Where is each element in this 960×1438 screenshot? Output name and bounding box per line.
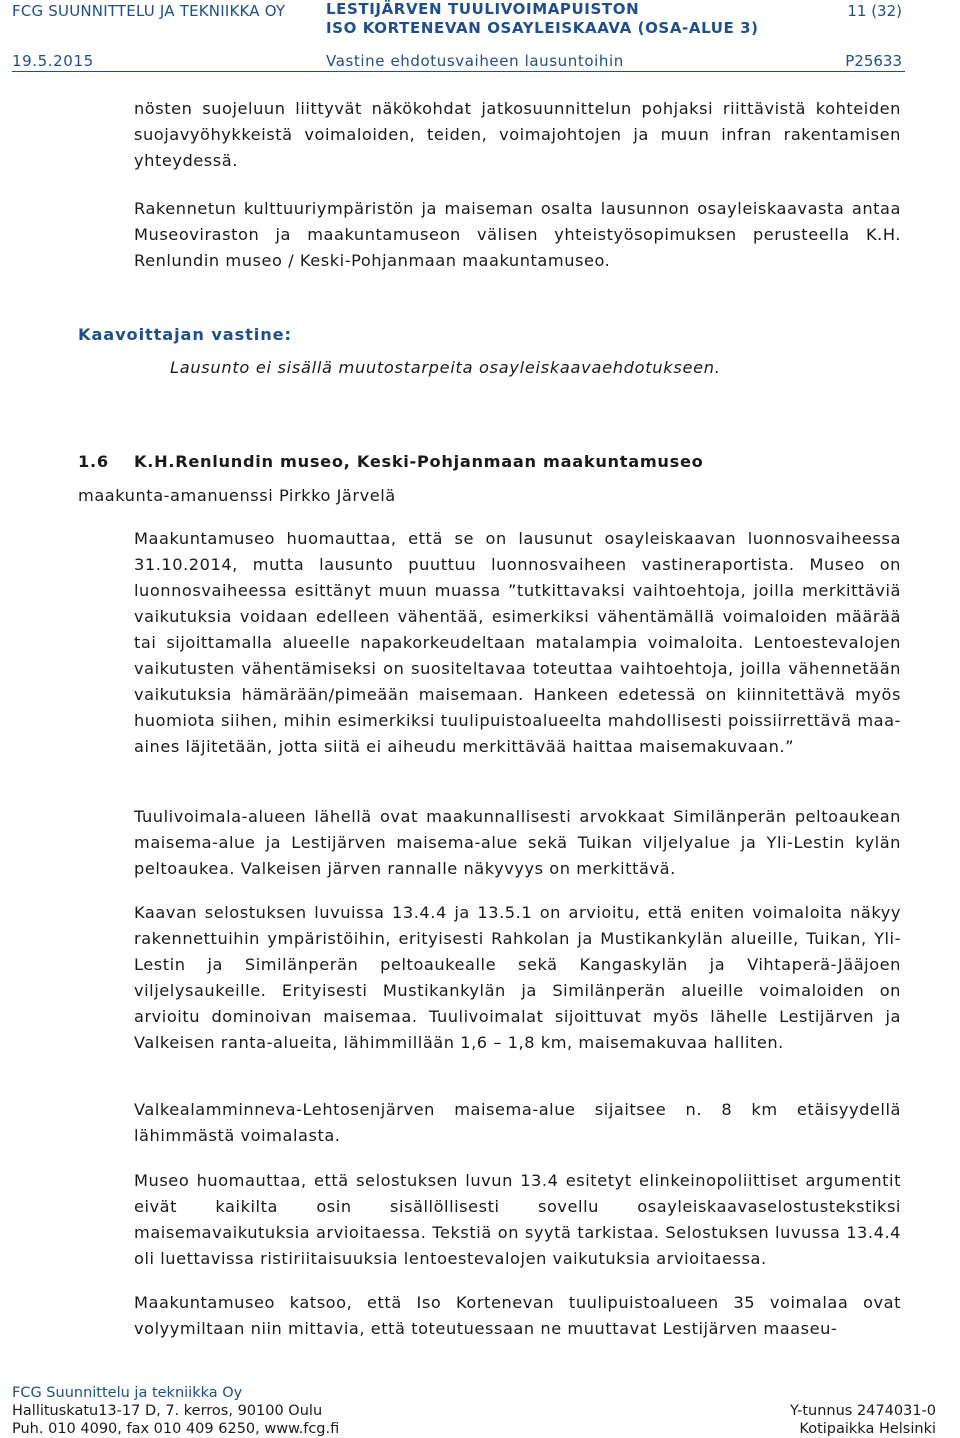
header-title — [326, 0, 759, 38]
footer-domicile: Kotipaikka Helsinki — [799, 1421, 936, 1437]
paragraph-5: Kaavan selostuksen luvuissa 13.4.4 ja 13.5.1 on arvioitu, että eniten voimaloita näkyy rakennettuihin ympäristöihin, erityisesti Rahkolan ja Mustikankylän alueille, Tuikan, Yli-Lestin ja Similänperän peltoaukealle sekä Kangaskylän ja Vihtaperä-Jääjoen viljelysaukeille. Erityisesti Mustikankylän ja Similänperän alueille voimaloiden on arvioitu dominoivan maisemaa. Tuulivoimalat sijoittuvat myös lähelle Lestijärven ja Valkeisen ranta-alueita, lähimmillään 1,6 – 1,8 km, maisemakuvaa halliten. — [134, 903, 901, 1052]
header-company: FCG SUUNNITTELU JA TEKNIIKKA OY — [12, 2, 286, 20]
header-subtitle: Vastine ehdotusvaiheen lausuntoihin — [326, 52, 624, 70]
header-date: 19.5.2015 — [12, 52, 94, 70]
paragraph-6: Valkealamminneva-Lehtosenjärven maisema-alue sijaitsee n. 8 km etäisyydellä lähimmästä voimalasta. — [134, 1100, 901, 1145]
header-page-number: 11 (32) — [847, 2, 902, 20]
paragraph-1: nösten suojeluun liittyvät näkökohdat jatkosuunnittelun pohjaksi riittävistä kohteiden suojavyöhykkeistä voimaloiden, teiden, voimajohtojen ja muun infran rakentamisen yhteydessä. — [134, 99, 901, 170]
paragraph-4: Tuulivoimala-alueen lähellä ovat maakunnallisesti arvokkaat Similänperän peltoaukean maisema-alue ja Lestijärven maisema-alue sekä Tuikan viljelyalue ja Yli-Lestin kylän peltoaukea. Valkeisen järven rannalle näkyvyys on merkittävä. — [134, 807, 901, 878]
header-project-code: P25633 — [845, 52, 902, 70]
footer-company: FCG Suunnittelu ja tekniikka Oy — [12, 1385, 243, 1401]
header-divider — [12, 71, 905, 72]
header-title-line2: ISO KORTENEVAN OSAYLEISKAAVA (OSA-ALUE 3) — [326, 19, 759, 37]
footer-contact: Puh. 010 4090, fax 010 409 6250, www.fcg.fi — [12, 1421, 340, 1437]
response-text: Lausunto ei sisällä muutostarpeita osayleiskaavaehdotukseen. — [170, 358, 721, 377]
section-subtitle: maakunta-amanuenssi Pirkko Järvelä — [78, 486, 396, 505]
response-heading: Kaavoittajan vastine: — [78, 325, 292, 344]
footer-business-id: Y-tunnus 2474031-0 — [789, 1403, 936, 1419]
paragraph-7: Museo huomauttaa, että selostuksen luvun 13.4 esitetyt elinkeinopoliittiset argumentit eivät kaikilta osin sisällöllisesti sovellu osayleiskaavaselostustekstiksi maisemavaikutuksia arvioitaessa. Tekstiä on syytä tarkistaa. Selostuksen luvussa 13.4.4 oli luettavissa ristiriitaisuuksia lentoestevalojen vaikutuksia arvioitaessa. — [134, 1171, 901, 1268]
paragraph-3: Maakuntamuseo huomauttaa, että se on lausunut osayleiskaavan luonnosvaiheessa 31.10.2014, mutta lausunto puuttuu luonnosvaiheen vastineraportista. Museo on luonnosvaiheessa esittänyt muun muassa ”tutkittavaksi vaihtoehtoja, joilla merkittäviä vaikutuksia voidaan edelleen vähentää, esimerkiksi vähentämällä voimaloiden määrää tai sijoittamalla alueelle napakorkeudeltaan matalampia voimaloita. Lentoestevalojen vaikutusten vähentämiseksi on suositeltavaa toteuttaa vaihtoehtoja, joilla vähennetään vaikutuksia hämärään/pimeään maisemaan. Hankeen edetessä on kiinnitettävä myös huomiota siihen, mihin esimerkiksi tuulipuistoalueelta mahdollisesti poissiirrettävä maa-aines läjitetään, jotta siitä ei aiheudu merkittävää haittaa maisemakuvaan.” — [134, 529, 901, 756]
section-number: 1.6 — [78, 452, 109, 471]
section-heading — [78, 452, 703, 471]
header-title-line1: LESTIJÄRVEN TUULIVOIMAPUISTON — [326, 0, 640, 18]
paragraph-2: Rakennetun kulttuuriympäristön ja maiseman osalta lausunnon osayleiskaavasta antaa Museoviraston ja maakuntamuseon välisen yhteistyösopimuksen perusteella K.H. Renlundin museo / Keski-Pohjanmaan maakuntamuseo. — [134, 199, 901, 270]
section-title: K.H.Renlundin museo, Keski-Pohjanmaan maakuntamuseo — [134, 452, 704, 471]
footer-address: Hallituskatu13-17 D, 7. kerros, 90100 Oulu — [12, 1403, 323, 1419]
paragraph-8: Maakuntamuseo katsoo, että Iso Kortenevan tuulipuistoalueen 35 voimalaa ovat volyymiltaan niin mittavia, että toteutuessaan ne muuttavat Lestijärven maaseu- — [134, 1293, 901, 1338]
